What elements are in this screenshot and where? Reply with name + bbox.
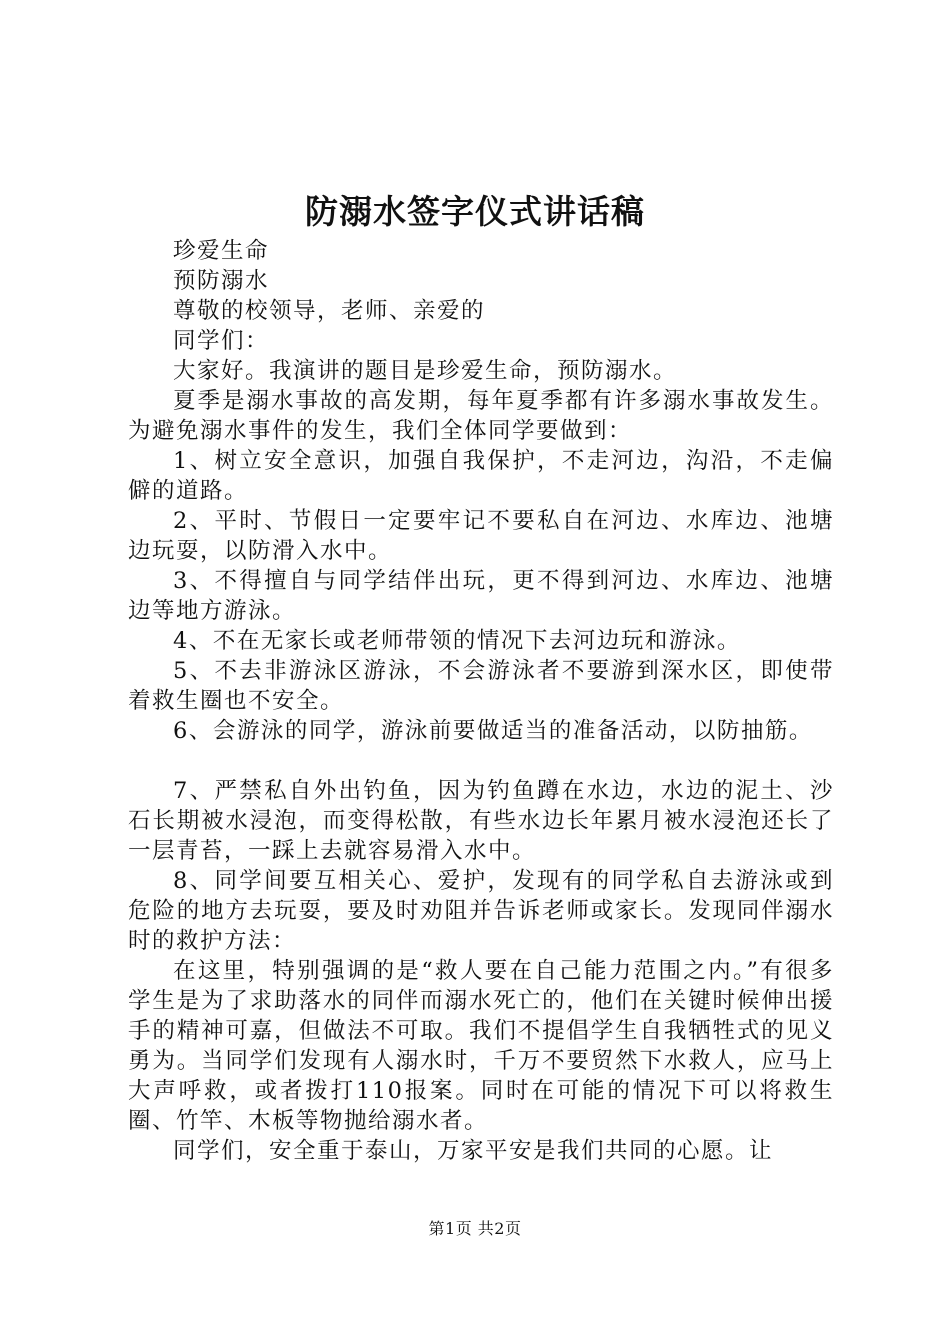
paragraph: 夏季是溺水事故的高发期，每年夏季都有许多溺水事故发生。为避免溺水事件的发生，我们全体同学要做到： [128, 388, 834, 444]
paragraph: 在这里，特别强调的是“救人要在自己能力范围之内。”有很多学生是为了求助落水的同伴而溺水死亡的，他们在关键时候伸出援手的精神可嘉，但做法不可取。我们不提倡学生自我牺牲式的见义勇为。当同学们发现有人溺水时，千万不要贸然下水救人，应马上大声呼救，或者拨打110报案。同时在可能的情况下可以将救生圈、竹竿、木板等物抛给溺水者。 [128, 958, 834, 1134]
page-number-footer: 第1页 共2页 [428, 1219, 522, 1238]
paragraph: 同学们： [173, 328, 270, 354]
paragraph: 3、不得擅自与同学结伴出玩，更不得到河边、水库边、池塘边等地方游泳。 [128, 568, 834, 624]
paragraph: 2、平时、节假日一定要牢记不要私自在河边、水库边、池塘边玩耍，以防滑入水中。 [128, 508, 834, 564]
paragraph: 1、树立安全意识，加强自我保护，不走河边，沟沿，不走偏僻的道路。 [128, 448, 834, 504]
document-body [128, 236, 834, 1166]
paragraph: 7、严禁私自外出钓鱼，因为钓鱼蹲在水边，水边的泥土、沙石长期被水浸泡，而变得松散，有些水边长年累月被水浸泡还长了一层青苔，一踩上去就容易滑入水中。 [128, 778, 834, 864]
paragraph: 珍爱生命 [173, 238, 270, 264]
paragraph: 大家好。我演讲的题目是珍爱生命，预防溺水。 [173, 358, 678, 384]
paragraph: 8、同学间要互相关心、爱护，发现有的同学私自去游泳或到危险的地方去玩耍，要及时劝阻并告诉老师或家长。发现同伴溺水时的救护方法： [128, 868, 834, 954]
paragraph-spacer [128, 746, 834, 776]
document-title: 防溺水签字仪式讲话稿 [305, 192, 645, 231]
paragraph: 6、会游泳的同学，游泳前要做适当的准备活动，以防抽筋。 [173, 718, 813, 744]
paragraph: 尊敬的校领导，老师、亲爱的 [173, 298, 486, 324]
paragraph: 4、不在无家长或老师带领的情况下去河边玩和游泳。 [173, 628, 741, 654]
paragraph: 5、不去非游泳区游泳，不会游泳者不要游到深水区，即使带着救生圈也不安全。 [128, 658, 834, 714]
paragraph: 预防溺水 [173, 268, 270, 294]
paragraph: 同学们，安全重于泰山，万家平安是我们共同的心愿。让 [173, 1138, 774, 1164]
